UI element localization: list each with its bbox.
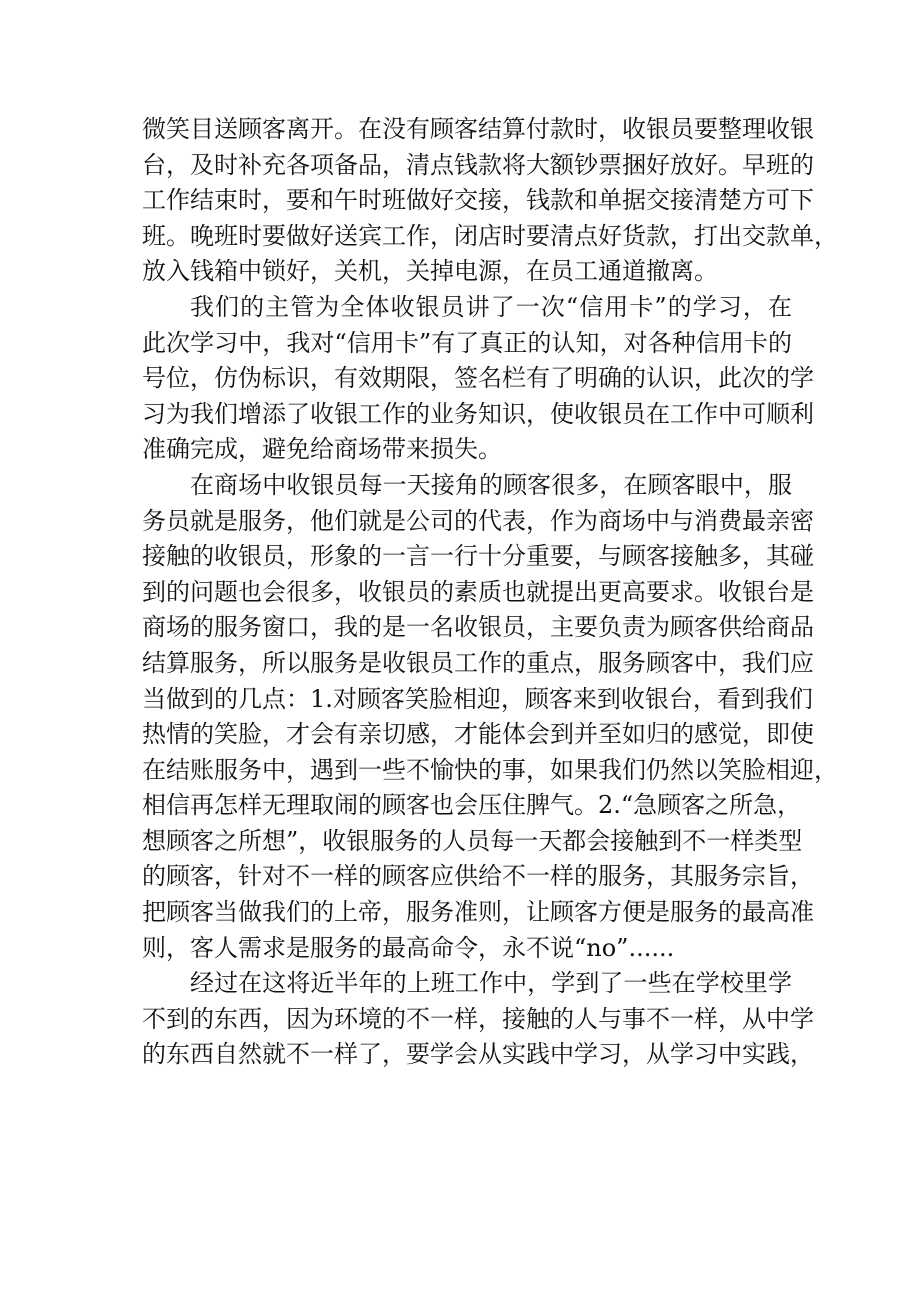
text-line: 接触的收银员，形象的一言一行十分重要，与顾客接触多，其碰 <box>142 542 814 571</box>
text-line: 到的问题也会很多，收银员的素质也就提出更高要求。收银台是 <box>142 577 814 606</box>
text-line: 不到的东西，因为环境的不一样，接触的人与事不一样，从中学 <box>142 1004 814 1033</box>
text-line: 经过在这将近半年的上班工作中，学到了一些在学校里学 <box>190 969 792 998</box>
text-line: 在结账服务中，遇到一些不愉快的事，如果我们仍然以笑脸相迎， <box>142 755 838 784</box>
text-line: 准确完成，避免给商场带来损失。 <box>142 435 502 464</box>
text-line: 相信再怎样无理取闹的顾客也会压住脾气。2.“急顾客之所急， <box>142 791 802 820</box>
text-line: 热情的笑脸，才会有亲切感，才能体会到并至如归的感觉，即使 <box>142 720 814 749</box>
text-line: 我们的主管为全体收银员讲了一次“信用卡”的学习，在 <box>190 292 792 321</box>
text-line: 放入钱箱中锁好，关机，关掉电源，在员工通道撤离。 <box>142 257 718 286</box>
text-line: 则，客人需求是服务的最高命令，永不说“no”...... <box>142 933 675 962</box>
text-line: 在商场中收银员每一天接角的顾客很多，在顾客眼中，服 <box>190 470 792 499</box>
text-line: 的东西自然就不一样了，要学会从实践中学习，从学习中实践， <box>142 1040 814 1069</box>
text-line: 当做到的几点：1.对顾客笑脸相迎，顾客来到收银台，看到我们 <box>142 684 813 713</box>
text-line: 结算服务，所以服务是收银员工作的重点，服务顾客中，我们应 <box>142 648 814 677</box>
text-line: 微笑目送顾客离开。在没有顾客结算付款时，收银员要整理收银 <box>142 115 814 143</box>
text-line: 号位，仿伪标识，有效期限，签名栏有了明确的认识，此次的学 <box>142 364 814 393</box>
text-line: 工作结束时，要和午时班做好交接，钱款和单据交接清楚方可下 <box>142 186 814 215</box>
body-text <box>142 112 838 1073</box>
text-line: 想顾客之所想”，收银服务的人员每一天都会接触到不一样类型 <box>142 826 803 855</box>
text-line: 商场的服务窗口，我的是一名收银员，主要负责为顾客供给商品 <box>142 613 814 642</box>
text-line: 务员就是服务，他们就是公司的代表，作为商场中与消费最亲密 <box>142 506 814 535</box>
text-line: 此次学习中，我对“信用卡”有了真正的认知，对各种信用卡的 <box>142 328 792 357</box>
text-line: 习为我们增添了收银工作的业务知识，使收银员在工作中可顺利 <box>142 399 814 428</box>
text-line: 把顾客当做我们的上帝，服务准则，让顾客方便是服务的最高准 <box>142 898 814 927</box>
text-line: 的顾客，针对不一样的顾客应供给不一样的服务，其服务宗旨， <box>142 862 814 891</box>
text-line: 台，及时补充各项备品，清点钱款将大额钞票捆好放好。早班的 <box>142 150 814 179</box>
text-line: 班。晚班时要做好送宾工作，闭店时要清点好货款，打出交款单， <box>142 221 838 250</box>
